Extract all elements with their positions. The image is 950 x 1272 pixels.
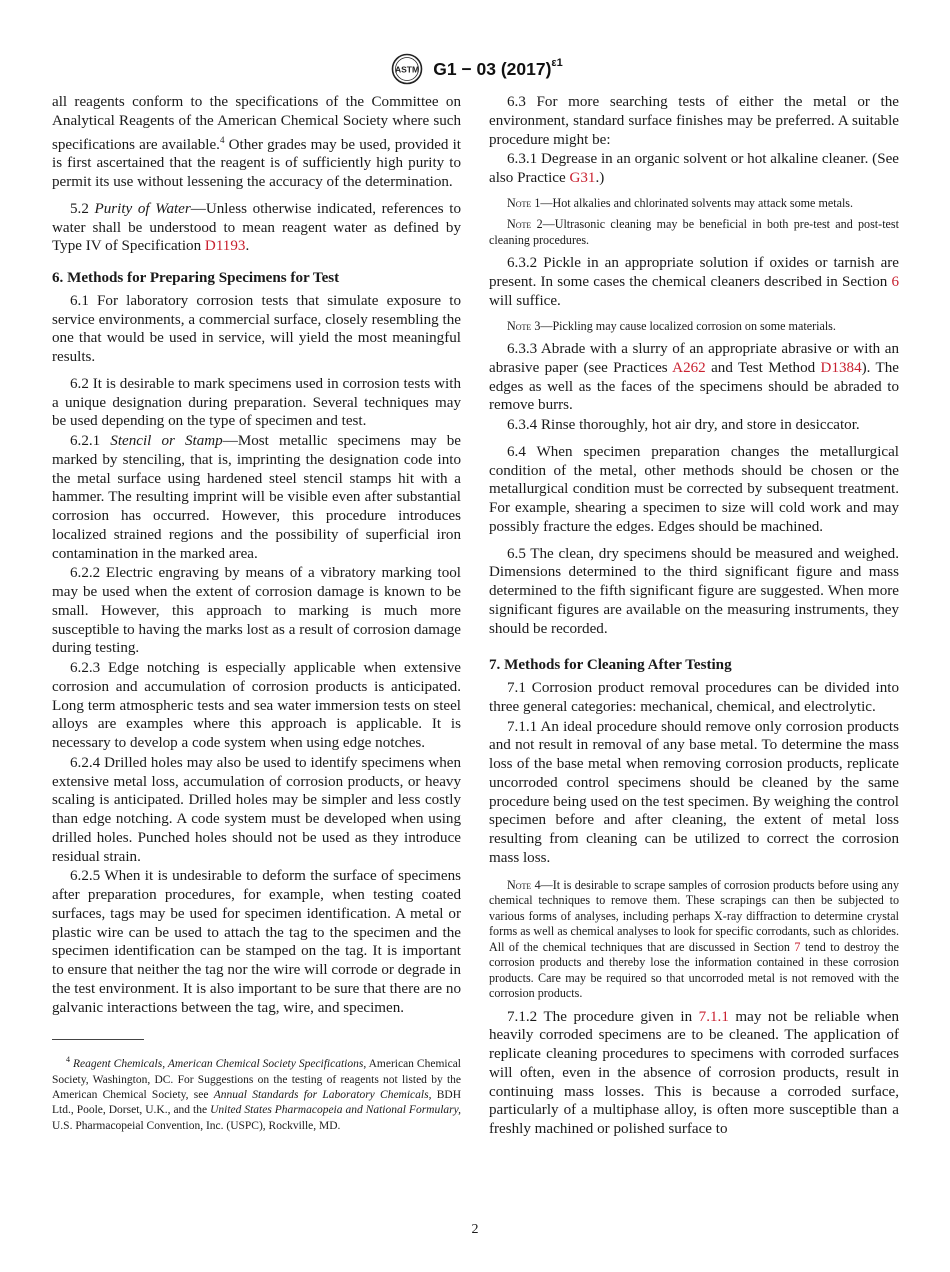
footnote-4: $^4$ Reagent Chemicals, American Chemical Society Specifications, American Chemical Society, Washington, DC. For Suggestions on the testing of reagents not listed by the American Chemical Society, see Annual Standards for Laboratory Chemicals, BDH Ltd., Poole, Dorset, U.K., and the United States Pharmacopeia and National Formulary, U.S. Pharmacopeial Convention, Inc. (USPC), Rockville, MD. xyxy=(52,1055,461,1132)
paragraph-6-2-1: 6.2.1 Stencil or Stamp—Most metallic specimens may be marked by stenciling, that is, imprinting the designation code into the metal surface using hardened steel stencil stamps hit with a hammer. The resulting imprint will be visible even after substantial corrosion has occurred. However, this procedure introduces localized strained regions and the possibility of superficial iron contamination in the marked area. xyxy=(52,433,461,562)
astm-logo-icon xyxy=(387,53,427,85)
svg-text:ASTM: ASTM xyxy=(395,64,420,75)
standard-designation: G1 − 03 $(2017)^{\varepsilon 1}$ xyxy=(433,56,563,79)
paragraph-6-5: 6.5 The clean, dry specimens should be measured and weighed. Dimensions determined to the third significant figure and mass determined to the fifth significant figure are suggested. When more significant figures are available on the measuring instruments, they should be recorded. xyxy=(489,545,899,637)
footnote-ref: 4 xyxy=(219,134,225,145)
paragraph-6-3: 6.3 For more searching tests of either the metal or the environment, standard surface finishes may be preferred. A suitable procedure might be: xyxy=(489,94,899,148)
paragraph-6-2-4: 6.2.4 Drilled holes may also be used to identify specimens when extensive metal loss, accumulation of corrosion products, or heavy scaling is anticipated. Drilled holes may be simpler and less costly than edge notching. A code system must be developed when using drilled holes. Punched holes should not be used as they introduce residual strain. xyxy=(52,754,461,865)
note-4: Note 4—It is desirable to scrape samples of corrosion products before using any chemical techniques to remove them. These scrapings can then be subjected to various forms of analyses, including perhaps X-ray diffraction to determine crystal forms as well as chemical analyses to look for specific corrodants, such as chlorides. All of the chemical techniques that are discussed in Section 7 tend to destroy the corrosion products and thereby lose the information contained in these corrosion products. Care may be required so that uncorroded metal is not removed with the corrosion products. xyxy=(489,877,899,1000)
note-1: Note 1—Hot alkalies and chlorinated solvents may attack some metals. xyxy=(507,195,854,210)
paragraph-6-2-5: 6.2.5 When it is undesirable to deform the surface of specimens after preparation procedures, for example, when testing coated surfaces, tags may be used for specimen identification. A metal or plastic wire can be used to attach the tag to the specimen and the specimen identification can be stamped on the tag. It is important to ensure that neither the tag nor the wire will corrode or degrade in the test environment. It is also important to be sure that there are no galvanic interactions between the tag, wire, and specimen. xyxy=(52,868,461,1016)
link-section-7[interactable]: 7 xyxy=(794,939,801,954)
epsilon-superscript: ε1 xyxy=(551,56,563,69)
paragraph-6-3-1: 6.3.1 Degrease in an organic solvent or hot alkaline cleaner. (See also Practice G31.) xyxy=(489,151,899,186)
paragraph-7-1-1: 7.1.1 An ideal procedure should remove only corrosion products and not result in removal of any base metal. To determine the mass loss of the base metal when removing corrosion products, replicate uncorroded control specimens should be cleaned by the same procedure being used on the test specimen. By weighing the control specimen before and after cleaning, the extent of metal loss resulting from cleaning can be utilized to correct the corrosion mass loss. xyxy=(489,718,899,866)
paragraph-6-3-4: 6.3.4 Rinse thoroughly, hot air dry, and store in desiccator. xyxy=(507,417,860,433)
link-g31[interactable]: G31 xyxy=(569,170,596,186)
page-header xyxy=(0,52,950,86)
page-number: 2 xyxy=(471,1222,479,1237)
link-section-6[interactable]: 6 xyxy=(891,274,899,290)
paragraph-7-1: 7.1 Corrosion product removal procedures can be divided into three general categories: mechanical, chemical, and electrolytic. xyxy=(489,680,899,715)
link-a262[interactable]: A262 xyxy=(672,359,706,376)
paragraph-6-2-2: 6.2.2 Electric engraving by means of a vibratory marking tool may be used when the extent of corrosion damage is known to be small. However, this approach to marking is much more susceptible to having the marks lost as a result of corrosion damage during testing. xyxy=(52,565,461,657)
paragraph-continuation: all reagents conform to the specifications of the Committee on Analytical Reagents of the American Chemical Society where such specifications are available.$^4$ Other grades may be used, provided it is first ascertained that the reagent is of sufficiently high purity to permit its use without lessening the accuracy of the determination. xyxy=(52,94,461,191)
note-2: Note 2—Ultrasonic cleaning may be beneficial in both pre-test and post-test cleaning procedures. xyxy=(489,217,899,247)
paragraph-5-2: 5.2 Purity of Water—Unless otherwise indicated, references to water shall be understood to mean reagent water as defined by Type IV of Specification D1193. xyxy=(52,200,461,255)
paragraph-6-1: 6.1 For laboratory corrosion tests that simulate exposure to service environments, a commercial surface, closely resembling the one that would be used in service, will yield the most meaningful results. xyxy=(52,292,461,366)
link-d1384[interactable]: D1384 xyxy=(820,359,862,376)
section-6-heading: 6. Methods for Preparing Specimens for Test xyxy=(52,270,340,287)
paragraph-6-2-3: 6.2.3 Edge notching is especially applicable when extensive corrosion and accumulation of corrosion products is anticipated. Long term atmospheric tests and sea water immersion tests on steel alloys are examples where this approach is applicable. It is necessary to develop a code system when using edge notches. xyxy=(52,660,461,752)
paragraph-6-2: 6.2 It is desirable to mark specimens used in corrosion tests with a unique designation during preparation. Several techniques may be used depending on the type of specimen and test. xyxy=(52,375,461,430)
paragraph-6-3-3: 6.3.3 Abrade with a slurry of an appropriate abrasive or with an abrasive paper (see Practices A262 and Test Method D1384). The edges as well as the faces of the specimens should be abraded to remove burrs. xyxy=(489,341,899,414)
left-column xyxy=(52,93,461,1192)
footnote-divider xyxy=(52,1039,144,1040)
right-column xyxy=(489,93,899,1192)
link-d1193[interactable]: D1193 xyxy=(204,238,246,255)
paragraph-7-1-2: 7.1.2 The procedure given in 7.1.1 may not be reliable when heavily corroded specimens are to be cleaned. The application of replicate cleaning procedures to specimens with corroded surfaces will often, even in the absence of corrosion products, result in continuing mass losses. This is because a corroded surface, particularly of a multiphase alloy, is often more susceptible than a freshly machined or polished surface to xyxy=(489,1008,899,1137)
link-7-1-1[interactable]: 7.1.1 xyxy=(698,1008,729,1025)
paragraph-6-4: 6.4 When specimen preparation changes the metallurgical condition of the metal, other methods should be chosen or the metallurgical condition must be corrected by subsequent treatment. For example, shearing a specimen to size will cold work and may possibly fracture the edges. Edges should be machined. xyxy=(489,443,899,535)
note-3: Note 3—Pickling may cause localized corrosion on some materials. xyxy=(507,318,836,333)
section-7-heading: 7. Methods for Cleaning After Testing xyxy=(489,657,732,674)
paragraph-6-3-2: 6.3.2 Pickle in an appropriate solution if oxides or tarnish are present. In some cases the chemical cleaners described in Section 6 will suffice. xyxy=(489,255,899,309)
